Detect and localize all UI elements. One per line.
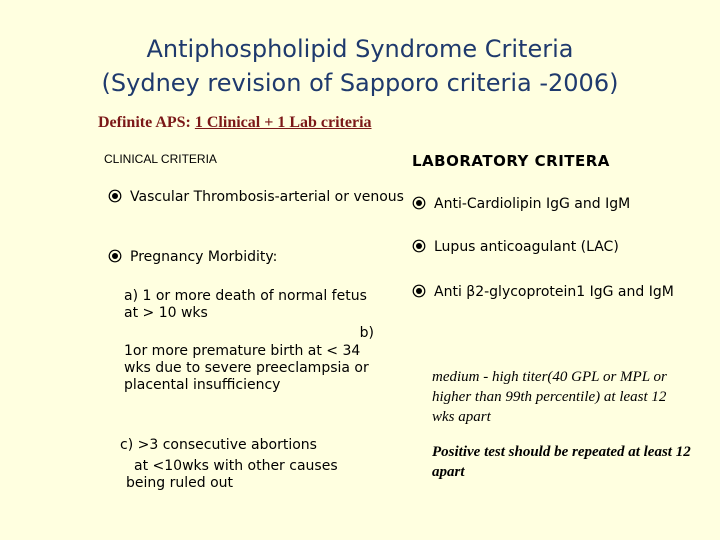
circle-dot-icon bbox=[412, 284, 426, 298]
page-title bbox=[0, 32, 720, 100]
pregnancy-sub-c bbox=[120, 437, 380, 492]
clinical-item-vascular bbox=[108, 189, 416, 206]
lab-item-anticardiolipin bbox=[412, 196, 702, 213]
lab-item-lupus bbox=[412, 239, 702, 256]
lab-item-label: Lupus anticoagulant (LAC) bbox=[434, 239, 619, 255]
lab-note-repeat: Positive test should be repeated at least 12 apart bbox=[432, 444, 691, 480]
circle-dot-icon bbox=[412, 239, 426, 253]
subtitle-underlined: 1 Clinical + 1 Lab criteria bbox=[194, 114, 372, 131]
lab-note-titer: medium - high titer(40 GPL or MPL or higher than 99th percentile) at least 12 wks apart bbox=[432, 369, 667, 425]
clinical-item-pregnancy bbox=[108, 249, 398, 266]
title-line-2: (Sydney revision of Sapporo criteria -2006) bbox=[101, 69, 619, 97]
title-line-1: Antiphospholipid Syndrome Criteria bbox=[146, 35, 574, 63]
lab-item-label: Anti-Cardiolipin IgG and IgM bbox=[434, 196, 631, 212]
sub-c-line-1: c) >3 consecutive abortions bbox=[120, 437, 317, 453]
circle-dot-icon bbox=[108, 249, 122, 263]
circle-dot-icon bbox=[108, 189, 122, 203]
pregnancy-sub-b: 1or more premature birth at < 34 wks due to severe preeclampsia or placental insufficiency bbox=[124, 343, 369, 393]
sub-c-line-3: being ruled out bbox=[126, 475, 233, 491]
laboratory-criteria-heading: LABORATORY CRITERA bbox=[412, 152, 610, 170]
clinical-item-label: Vascular Thrombosis-arterial or venous bbox=[130, 189, 404, 205]
clinical-criteria-heading: CLINICAL CRITERIA bbox=[104, 152, 217, 166]
sub-c-line-2: at <10wks with other causes bbox=[134, 458, 338, 474]
definite-aps-criteria bbox=[98, 114, 372, 132]
clinical-item-label: Pregnancy Morbidity: bbox=[130, 249, 278, 265]
circle-dot-icon bbox=[412, 196, 426, 210]
lab-item-beta2 bbox=[412, 284, 690, 301]
subtitle-prefix: Definite APS: bbox=[98, 114, 195, 131]
pregnancy-sub-a: a) 1 or more death of normal fetus at > 10 wks bbox=[124, 288, 367, 321]
lab-item-label: Anti β2-glycoprotein1 IgG and IgM bbox=[434, 284, 674, 300]
pregnancy-sub-b-label: b) bbox=[359, 325, 374, 341]
